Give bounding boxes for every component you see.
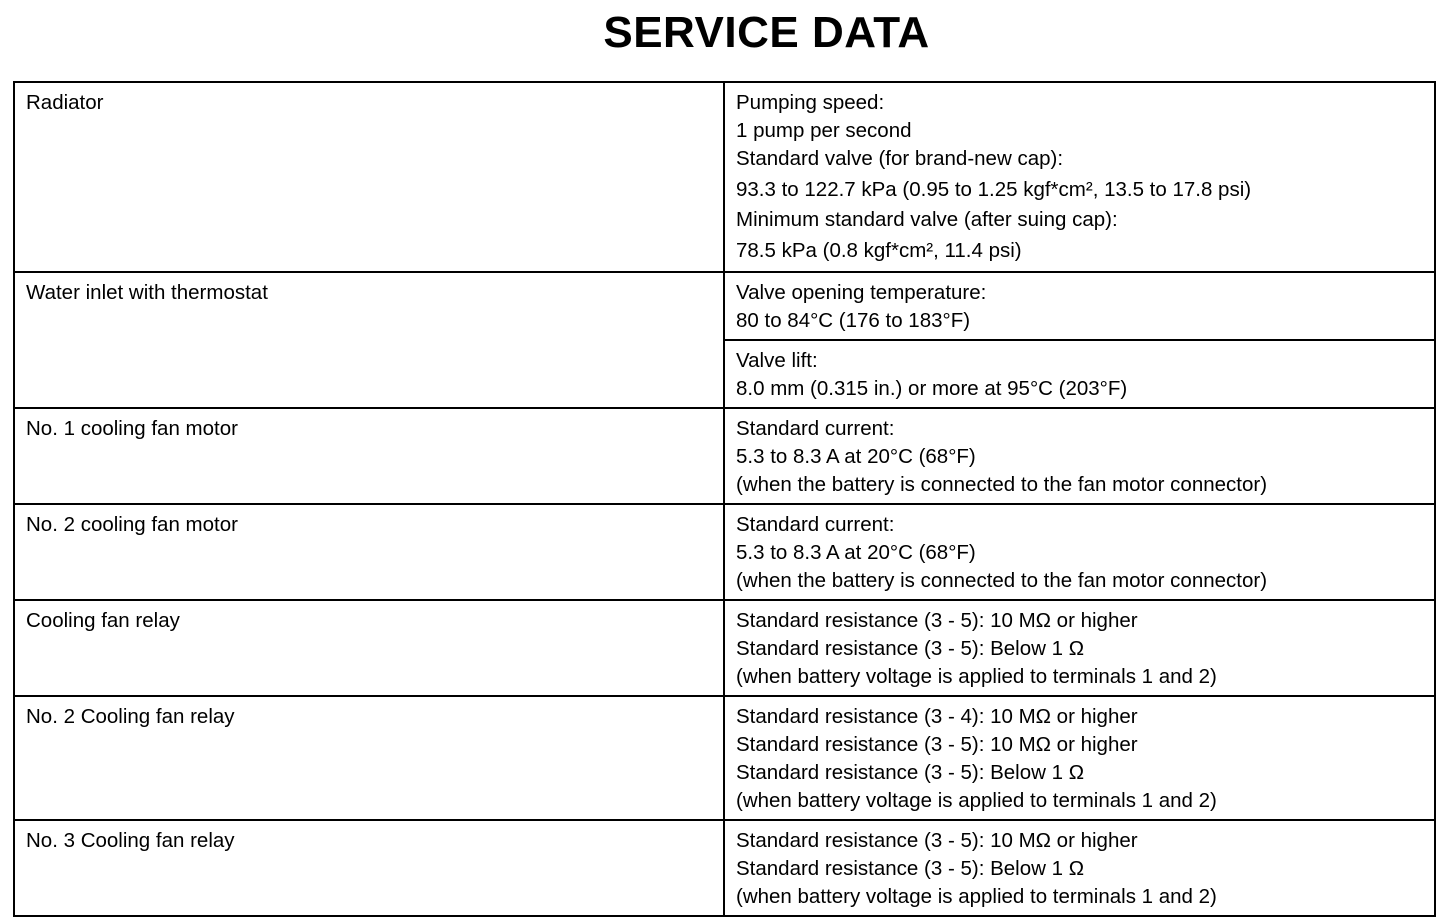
spec-line: Standard resistance (3 - 5): Below 1 Ω (736, 637, 1085, 660)
spec-line: (when battery voltage is applied to terminals 1 and 2) (736, 665, 1217, 688)
table-row (14, 600, 1435, 696)
spec-cell (724, 504, 1435, 600)
table-row (14, 272, 1435, 340)
spec-line: Valve lift: (736, 349, 818, 372)
spec-line: 5.3 to 8.3 A at 20°C (68°F) (736, 541, 976, 564)
spec-cell (724, 820, 1435, 916)
spec-line: Standard current: (736, 417, 895, 440)
item-cell (14, 272, 724, 408)
item-label: No. 3 Cooling fan relay (26, 829, 235, 852)
item-cell (14, 600, 724, 696)
spec-line: (when battery voltage is applied to terminals 1 and 2) (736, 885, 1217, 908)
item-label: Water inlet with thermostat (26, 281, 268, 304)
spec-line: Standard resistance (3 - 5): 10 MΩ or higher (736, 829, 1138, 852)
item-label: No. 2 Cooling fan relay (26, 705, 235, 728)
page-title: SERVICE DATA (603, 8, 930, 57)
spec-cell (724, 82, 1435, 272)
table-row (14, 82, 1435, 272)
item-cell (14, 696, 724, 820)
item-label: No. 1 cooling fan motor (26, 417, 238, 440)
spec-line: Valve opening temperature: (736, 281, 987, 304)
item-cell (14, 504, 724, 600)
spec-line: Standard resistance (3 - 5): 10 MΩ or higher (736, 609, 1138, 632)
spec-line: Pumping speed: (736, 91, 885, 114)
spec-line: Standard valve (for brand-new cap): (736, 147, 1064, 170)
table-row (14, 820, 1435, 916)
spec-line: (when the battery is connected to the fan motor connector) (736, 569, 1268, 592)
spec-cell (724, 408, 1435, 504)
table-row (14, 408, 1435, 504)
spec-line: 5.3 to 8.3 A at 20°C (68°F) (736, 445, 976, 468)
item-label: Cooling fan relay (26, 609, 180, 632)
table-row (14, 504, 1435, 600)
spec-line: 80 to 84°C (176 to 183°F) (736, 309, 971, 332)
spec-cell (724, 272, 1435, 340)
item-cell (14, 820, 724, 916)
spec-line: Standard resistance (3 - 5): 10 MΩ or higher (736, 733, 1138, 756)
spec-line: 1 pump per second (736, 119, 912, 142)
spec-line: Standard resistance (3 - 5): Below 1 Ω (736, 761, 1085, 784)
item-cell (14, 408, 724, 504)
item-cell (14, 82, 724, 272)
table-row (14, 696, 1435, 820)
service-data-table (13, 81, 1436, 917)
spec-line: (when the battery is connected to the fan motor connector) (736, 473, 1268, 496)
spec-line: Standard current: (736, 513, 895, 536)
spec-line: Standard resistance (3 - 4): 10 MΩ or higher (736, 705, 1138, 728)
spec-line: 8.0 mm (0.315 in.) or more at 95°C (203°F) (736, 377, 1128, 400)
item-label: Radiator (26, 91, 104, 114)
spec-line: (when battery voltage is applied to terminals 1 and 2) (736, 789, 1217, 812)
spec-line: 78.5 kPa (0.8 kgf*cm², 11.4 psi) (736, 239, 1022, 262)
spec-line: Standard resistance (3 - 5): Below 1 Ω (736, 857, 1085, 880)
spec-line: 93.3 to 122.7 kPa (0.95 to 1.25 kgf*cm², 13.5 to 17.8 psi) (736, 178, 1252, 201)
spec-cell (724, 340, 1435, 408)
item-label: No. 2 cooling fan motor (26, 513, 238, 536)
spec-cell (724, 696, 1435, 820)
spec-line: Minimum standard valve (after suing cap): (736, 208, 1118, 231)
spec-cell (724, 600, 1435, 696)
